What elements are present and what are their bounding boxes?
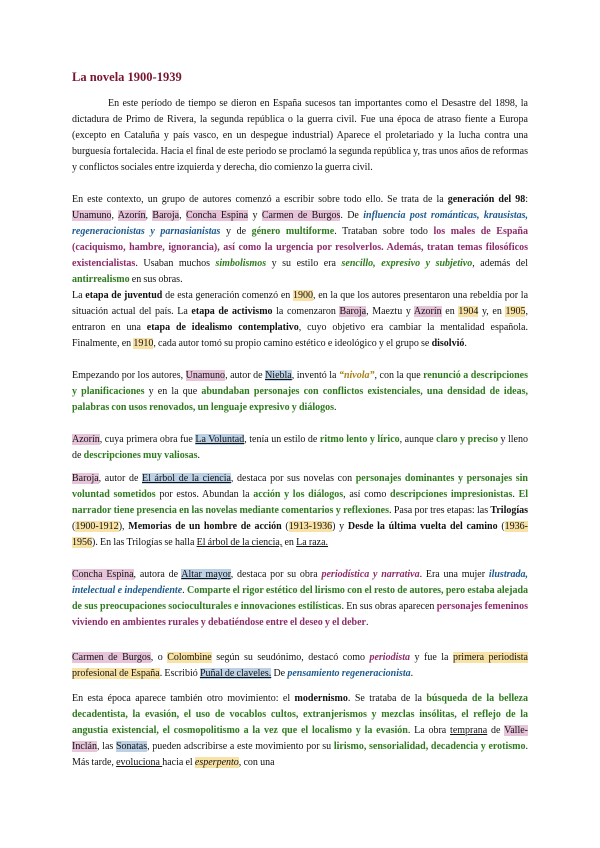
author-baroja: Baroja [72,473,99,484]
term-nivola: “nivola” [338,370,375,381]
term-busqueda: búsqueda de la belleza decadentista, la evasión, el uso de vocablos cultos, extranjerismos y mezclas insólitas, el reflejo de la angustia existencial, el cosmopolitismo a la vez que el localismo y la evasión [72,693,528,736]
paragraph-etapas: La etapa de juventud de esta generación comenzó en 1900, en la que los autores presentaron una rebeldía por la situación actual del país. La etapa de activismo la comenzaron Baroja, Maeztu y Azorín en 1904 y, en 1905, entraron en una etapa de idealismo contemplativo, cuyo objetivo era cambiar la mentalidad española. Finalmente, en 1910, cada autor tomó su propio camino estético e ideológico y el grupo se disolvió. [72,290,529,349]
text-run: En este período de tiempo se dieron en España sucesos tan importantes como el Desastre del 1898, la dictadura de Primo de Rivera, la segunda república o la guerra civil. Fue una época de atraso fiente a Europa (excepto en Cataluña y país vasco, en un despegue industrial) Aparece el proletariado y la lucha contra una burguesía fortalecida. Hacia el final de este periodo se proclamó la segunda república y, tras unos años de reformas y conflictos sociales entre izquierda y derecha, dio comienzo la guerra civil. [72,98,528,173]
term-temprana: temprana [450,725,488,736]
term-lirismo: lirismo, sensorialidad, decadencia y erotismo [333,741,526,752]
work-arbol-ciencia: El árbol de la ciencia [142,473,231,484]
range-1936-1956: 1936-1956 [72,521,529,548]
paragraph-historical-context [72,96,528,176]
term-evoluciona: evoluciona [116,757,163,768]
term-influencias: influencia post románticas, krausistas, regeneracionistas y parnasianistas [72,210,529,237]
term-males-espana: los males de España (caciquismo, hambre, ignorancia), así como la urgencia por resolverlos. Además, tratan temas filosóficos existencialistas [72,226,528,269]
section-etapas [72,288,528,368]
work-desde-ultima-vuelta: Desde la última vuelta del camino [347,521,498,532]
term-narrador: El narrador tiene presencia en las novelas mediante comentarios y reflexiones [72,489,529,516]
term-impresionistas: descripciones impresionistas [390,489,513,500]
year-1910: 1910 [133,338,154,349]
term-genero-multiforme: género multiforme [251,226,335,237]
author-concha-espina: Concha Espina [72,569,134,580]
author-azorin: Azorín [72,434,100,445]
range-1913-1936: 1913-1936 [288,521,333,532]
work-punal-claveles: Puñal de claveles. [199,668,272,679]
term-personajes: personajes dominantes y personajes sin voluntad sometidos [72,473,528,500]
author-baroja: Baroja [339,306,367,317]
term-simbolismos: simbolismos [215,258,267,269]
section-context [72,96,528,192]
section-baroja [72,471,528,567]
term-comparte: Comparte el rigor estético del lirismo con el resto de autores, pero estaba alejada de sus preocupaciones socioculturales e innovaciones estilísticas [72,585,529,612]
term-regeneracionista: pensamiento regeneracionista [287,668,411,679]
work-sonatas: Sonatas [115,741,148,752]
work-trilogias: Trilogías [490,505,529,516]
term-generacion-98: generación del 98 [447,194,526,205]
author-carmen-de-burgos: Carmen de Burgos [72,652,151,663]
section-modernismo [72,691,528,787]
paragraph-azorin: Azorín, cuya primera obra fue La Voluntad, tenía un estilo de ritmo lento y lírico, aunque claro y preciso y lleno de descripciones muy valiosas. [72,434,528,461]
term-renuncio: renunció a descripciones y planificaciones [72,370,528,397]
term-ritmo: ritmo lento y lírico [319,434,400,445]
term-etapa-activismo: etapa de activismo [191,306,273,317]
term-claro: claro y preciso [436,434,498,445]
author-azorin: Azorín [413,306,442,317]
year-1900: 1900 [292,290,313,301]
term-primera-periodista: primera periodista profesional de España [72,652,528,679]
year-1904: 1904 [458,306,479,317]
paragraph-concha-espina: Concha Espina, autora de Altar mayor, destaca por su obra periodística y narrativa. Era una mujer ilustrada, intelectual e independiente. Comparte el rigor estético del lirismo con el resto de autores, pero estaba alejada de sus preocupaciones socioculturales e innovaciones estilísticas. En sus obras aparecen personajes femeninos viviendo en ambientes rurales y debatiéndose entre el deseo y el deber. [72,569,529,628]
term-etapa-idealismo: etapa de idealismo contemplativo [146,322,299,333]
term-esperpento: esperpento [194,757,239,768]
author-azorin: Azorín [117,210,146,221]
author-concha-espina: Concha Espina [185,210,249,221]
work-la-voluntad: La Voluntad [195,434,245,445]
author-valle-inclan: Valle-Inclán [72,725,528,752]
range-1900-1912: 1900-1912 [75,521,119,532]
term-ilustrada: ilustrada, intelectual e independiente [72,569,528,596]
author-baroja: Baroja [152,210,180,221]
paragraph-baroja: Baroja, autor de El árbol de la ciencia, destaca por sus novelas con personajes dominantes y personajes sin voluntad sometidos por estos. Abundan la acción y los diálogos, así como descripciones impresionistas. El narrador tiene presencia en las novelas mediante comentarios y reflexiones. Pasa por tres etapas: las Trilogías (1900-1912), Memorias de un hombre de acción (1913-1936) y Desde la última vuelta del camino (1936-1956). En las Trilogías se halla El árbol de la ciencia, en La raza. [72,473,529,548]
work-memorias: Memorias de un hombre de acción [128,521,282,532]
term-antirrealismo: antirrealismo [72,274,130,285]
paragraph-carmen-de-burgos: Carmen de Burgos, o Colombine según su seudónimo, destacó como periodista y fue la primera periodista profesional de España. Escribió Puñal de claveles. De pensamiento regeneracionista. [72,652,528,679]
term-modernismo: modernismo [294,693,348,704]
work-altar-mayor: Altar mayor [181,569,231,580]
paragraph-unamuno: Empezando por los autores, Unamuno, autor de Niebla, inventó la “nivola”, con la que renunció a descripciones y planificaciones y en la que abundaban personajes con conflictos existenciales, una densidad de ideas, palabras con usos renovados, un lenguaje expresivo y diálogos. [72,370,528,413]
term-abundaban: abundaban personajes con conflictos existenciales, una densidad de ideas, palabras con usos renovados, un lenguaje expresivo y diálogos [72,386,528,413]
term-femeninos: personajes femeninos viviendo en ambientes rurales y debatiéndose entre el deseo y el deber [72,601,528,628]
paragraph-modernismo: En esta época aparece también otro movimiento: el modernismo. Se trataba de la búsqueda de la belleza decadentista, la evasión, el uso de vocablos cultos, extranjerismos y mezclas insólitas, el reflejo de la angustia existencial, el cosmopolitismo a la vez que el localismo y la evasión. La obra temprana de Valle-Inclán, las Sonatas, pueden adscribirse a este movimiento por su lirismo, sensorialidad, decadencia y erotismo. Más tarde, evoluciona hacia el esperpento, con una [72,693,528,768]
author-carmen-de-burgos: Carmen de Burgos [261,210,341,221]
author-unamuno: Unamuno [72,210,112,221]
work-niebla: Niebla [265,370,292,381]
term-periodista: periodista [369,652,411,663]
page-title: La novela 1900-1939 [72,70,182,84]
term-descripciones: descripciones muy valiosas [83,450,198,461]
pseudonym-colombine: Colombine [167,652,212,663]
author-unamuno: Unamuno [185,370,226,381]
work-arbol-ciencia-link: El árbol de la ciencia, [196,537,283,548]
section-unamuno [72,368,528,432]
work-la-raza: La raza. [296,537,329,548]
term-periodistica: periodística y narrativa [321,569,420,580]
paragraph-generation-98: En este contexto, un grupo de autores comenzó a escribir sobre todo ello. Se trata de la generación del 98: Unamuno, Azorín, Baroja, Concha Espina y Carmen de Burgos. De influencia post románticas, krausistas, regeneracionistas y parnasianistas y de género multiforme. Trataban sobre todo los males de España (caciquismo, hambre, ignorancia), así como la urgencia por resolverlos. Además, tratan temas filosóficos existencialistas. Usaban muchos simbolismos y su estilo era sencillo, expresivo y subjetivo, además del antirrealismo en sus obras. [72,194,529,285]
term-accion: acción y los diálogos [253,489,344,500]
section-concha-espina [72,567,528,647]
term-disolvio: disolvió [431,338,465,349]
term-estilo: sencillo, expresivo y subjetivo [341,258,473,269]
year-1905: 1905 [505,306,526,317]
term-etapa-juventud: etapa de juventud [85,290,163,301]
